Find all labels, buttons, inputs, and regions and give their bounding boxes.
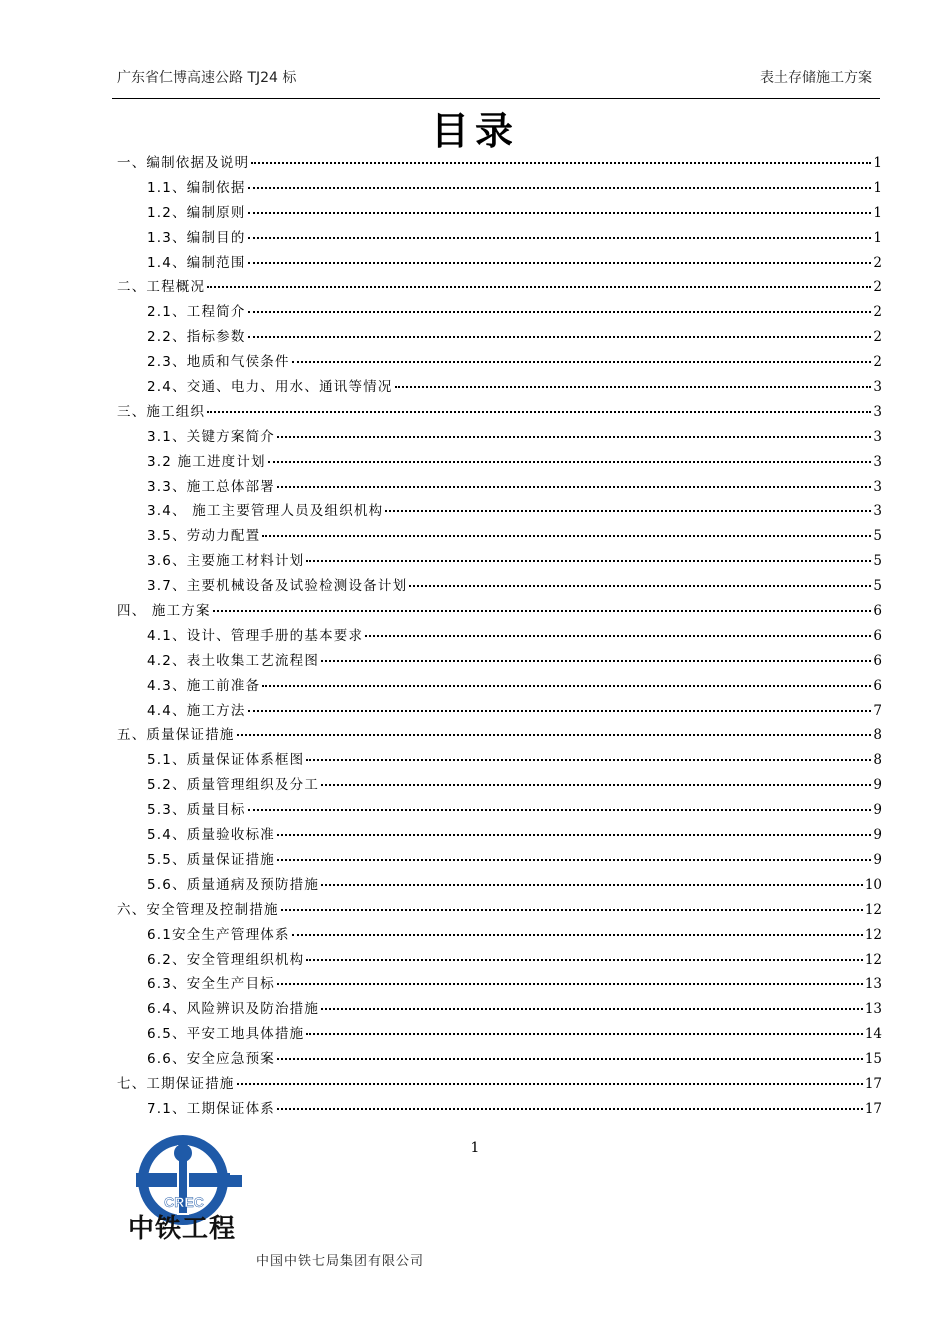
toc-leader-dots [251,162,871,164]
toc-leader-dots [306,759,871,761]
toc-entry-page: 6 [873,652,882,669]
toc-entry-page: 15 [864,1051,882,1068]
toc-leader-dots [277,859,871,861]
toc-section-entry[interactable] [117,425,882,450]
toc-section-entry[interactable] [117,574,882,599]
toc-entry-label: 6.5、平安工地具体措施 [147,1026,305,1043]
toc-entry-page: 5 [873,578,882,595]
toc-section-entry[interactable] [117,499,882,524]
toc-entry-page: 13 [864,1001,882,1018]
toc-entry-label: 1.1、编制依据 [147,179,246,196]
toc-leader-dots [277,1058,863,1060]
toc-section-entry[interactable] [117,226,882,251]
toc-section-entry[interactable] [117,823,882,848]
toc-entry-label: 四、 施工方案 [117,603,211,620]
toc-entry-page: 3 [873,503,882,520]
toc-leader-dots [277,834,871,836]
toc-entry-page: 2 [873,279,882,296]
toc-section-entry[interactable] [117,873,882,898]
company-name: 中国中铁七局集团有限公司 [256,1254,425,1269]
toc-entry-page: 5 [873,553,882,570]
toc-leader-dots [248,187,872,189]
toc-leader-dots [237,1083,863,1085]
logo-text: 中铁工程 [128,1214,237,1244]
toc-entry-label: 3.1、关键方案简介 [147,428,275,445]
toc-leader-dots [292,934,863,936]
toc-leader-dots [306,1033,862,1035]
toc-entry-page: 8 [873,727,882,744]
toc-entry-label: 2.4、交通、电力、用水、通讯等情况 [147,379,393,396]
toc-entry-page: 17 [864,1075,882,1092]
toc-leader-dots [207,411,871,413]
toc-entry-label: 3.4、 施工主要管理人员及组织机构 [147,503,384,520]
toc-entry-page: 12 [864,926,882,943]
toc-entry-page: 1 [873,179,882,196]
toc-entry-page: 14 [864,1026,882,1043]
toc-entry-label: 7.1、工期保证体系 [147,1100,275,1117]
toc-entry-label: 5.6、质量通病及预防措施 [147,876,320,893]
toc-section-entry[interactable] [117,176,882,201]
toc-chapter-entry[interactable] [117,275,882,300]
toc-entry-label: 三、施工组织 [117,403,206,420]
toc-leader-dots [248,262,872,264]
toc-entry-label: 6.1安全生产管理体系 [147,926,290,943]
toc-entry-label: 3.5、劳动力配置 [147,528,261,545]
table-of-contents [117,151,882,1122]
toc-leader-dots [248,237,872,239]
toc-entry-label: 七、工期保证措施 [117,1075,235,1092]
toc-leader-dots [248,336,872,338]
toc-chapter-entry[interactable] [117,898,882,923]
toc-section-entry[interactable] [117,674,882,699]
toc-entry-page: 13 [864,976,882,993]
toc-entry-page: 3 [873,478,882,495]
header-divider [112,98,880,99]
toc-section-entry[interactable] [117,997,882,1022]
toc-entry-page: 3 [873,403,882,420]
toc-section-entry[interactable] [117,1097,882,1122]
toc-entry-page: 6 [873,627,882,644]
toc-entry-page: 6 [873,677,882,694]
toc-section-entry[interactable] [117,699,882,724]
toc-entry-page: 9 [873,827,882,844]
header-right-text: 表土存储施工方案 [760,70,872,86]
toc-section-entry[interactable] [117,325,882,350]
toc-section-entry[interactable] [117,972,882,997]
toc-entry-page: 1 [873,204,882,221]
toc-chapter-entry[interactable] [117,400,882,425]
toc-leader-dots [268,461,872,463]
toc-entry-page: 8 [873,752,882,769]
toc-leader-dots [262,685,871,687]
toc-section-entry[interactable] [117,649,882,674]
toc-leader-dots [395,386,872,388]
toc-leader-dots [385,510,871,512]
toc-entry-page: 10 [864,876,882,893]
toc-entry-page: 6 [873,603,882,620]
toc-entry-page: 2 [873,304,882,321]
toc-leader-dots [277,436,871,438]
toc-entry-label: 五、质量保证措施 [117,727,235,744]
toc-leader-dots [281,909,863,911]
toc-entry-page: 2 [873,254,882,271]
toc-section-entry[interactable] [117,201,882,226]
toc-entry-label: 六、安全管理及控制措施 [117,901,279,918]
toc-entry-page: 5 [873,528,882,545]
toc-entry-label: 1.2、编制原则 [147,204,246,221]
toc-section-entry[interactable] [117,948,882,973]
toc-entry-page: 3 [873,453,882,470]
toc-entry-label: 4.1、设计、管理手册的基本要求 [147,627,364,644]
toc-entry-label: 4.4、施工方法 [147,702,246,719]
toc-chapter-entry[interactable] [117,599,882,624]
toc-leader-dots [262,535,871,537]
toc-section-entry[interactable] [117,549,882,574]
toc-leader-dots [321,784,871,786]
toc-leader-dots [321,884,863,886]
toc-entry-label: 6.4、风险辨识及防治措施 [147,1001,320,1018]
toc-leader-dots [409,585,871,587]
toc-section-entry[interactable] [117,375,882,400]
toc-section-entry[interactable] [117,624,882,649]
toc-entry-label: 4.3、施工前准备 [147,677,261,694]
toc-leader-dots [321,1008,863,1010]
toc-title: 目录 [430,109,519,153]
toc-section-entry[interactable] [117,748,882,773]
toc-section-entry[interactable] [117,773,882,798]
toc-entry-label: 2.1、工程简介 [147,304,246,321]
toc-entry-label: 5.4、质量验收标准 [147,827,275,844]
toc-entry-page: 1 [873,155,882,171]
toc-section-entry[interactable] [117,251,882,276]
toc-entry-label: 4.2、表土收集工艺流程图 [147,652,320,669]
toc-section-entry[interactable] [117,848,882,873]
toc-entry-page: 12 [864,901,882,918]
toc-leader-dots [237,734,872,736]
toc-leader-dots [321,660,871,662]
toc-entry-label: 5.5、质量保证措施 [147,851,275,868]
toc-section-entry[interactable] [117,300,882,325]
toc-leader-dots [213,610,872,612]
toc-leader-dots [248,809,872,811]
toc-entry-label: 5.2、质量管理组织及分工 [147,777,320,794]
toc-entry-label: 2.3、地质和气侯条件 [147,354,290,371]
toc-chapter-entry[interactable] [117,151,882,176]
toc-chapter-entry[interactable] [117,1072,882,1097]
toc-entry-page: 1 [873,229,882,246]
toc-entry-label: 3.3、施工总体部署 [147,478,275,495]
toc-leader-dots [306,959,862,961]
toc-entry-label: 3.7、主要机械设备及试验检测设备计划 [147,578,408,595]
toc-entry-label: 2.2、指标参数 [147,329,246,346]
toc-section-entry[interactable] [117,450,882,475]
toc-section-entry[interactable] [117,798,882,823]
toc-entry-label: 6.3、安全生产目标 [147,976,275,993]
toc-leader-dots [207,286,871,288]
toc-entry-label: 3.2 施工进度计划 [147,453,266,470]
toc-leader-dots [292,361,872,363]
header-left-text: 广东省仁博高速公路 TJ24 标 [117,70,297,86]
toc-leader-dots [277,983,863,985]
toc-entry-page: 7 [873,702,882,719]
toc-leader-dots [365,635,871,637]
toc-section-entry[interactable] [117,524,882,549]
toc-entry-label: 6.6、安全应急预案 [147,1051,275,1068]
toc-entry-page: 2 [873,329,882,346]
toc-entry-label: 1.3、编制目的 [147,229,246,246]
toc-leader-dots [248,710,872,712]
toc-entry-label: 一、编制依据及说明 [117,155,250,171]
toc-section-entry[interactable] [117,1047,882,1072]
toc-section-entry[interactable] [117,475,882,500]
toc-entry-label: 3.6、主要施工材料计划 [147,553,305,570]
toc-entry-label: 1.4、编制范围 [147,254,246,271]
toc-entry-page: 17 [864,1100,882,1117]
toc-entry-page: 3 [873,379,882,396]
toc-entry-page: 2 [873,354,882,371]
toc-section-entry[interactable] [117,923,882,948]
toc-section-entry[interactable] [117,1022,882,1047]
toc-entry-label: 5.3、质量目标 [147,802,246,819]
logo-mark-text: CREC [164,1194,204,1210]
toc-section-entry[interactable] [117,350,882,375]
toc-entry-page: 12 [864,951,882,968]
toc-chapter-entry[interactable] [117,723,882,748]
toc-leader-dots [277,486,871,488]
toc-entry-page: 9 [873,851,882,868]
toc-leader-dots [248,311,872,313]
toc-leader-dots [306,560,871,562]
toc-leader-dots [248,212,872,214]
toc-entry-page: 9 [873,777,882,794]
toc-leader-dots [277,1108,863,1110]
page-number: 1 [470,1140,480,1156]
toc-entry-label: 5.1、质量保证体系框图 [147,752,305,769]
toc-entry-page: 9 [873,802,882,819]
toc-entry-label: 二、工程概况 [117,279,206,296]
toc-entry-page: 3 [873,428,882,445]
toc-entry-label: 6.2、安全管理组织机构 [147,951,305,968]
